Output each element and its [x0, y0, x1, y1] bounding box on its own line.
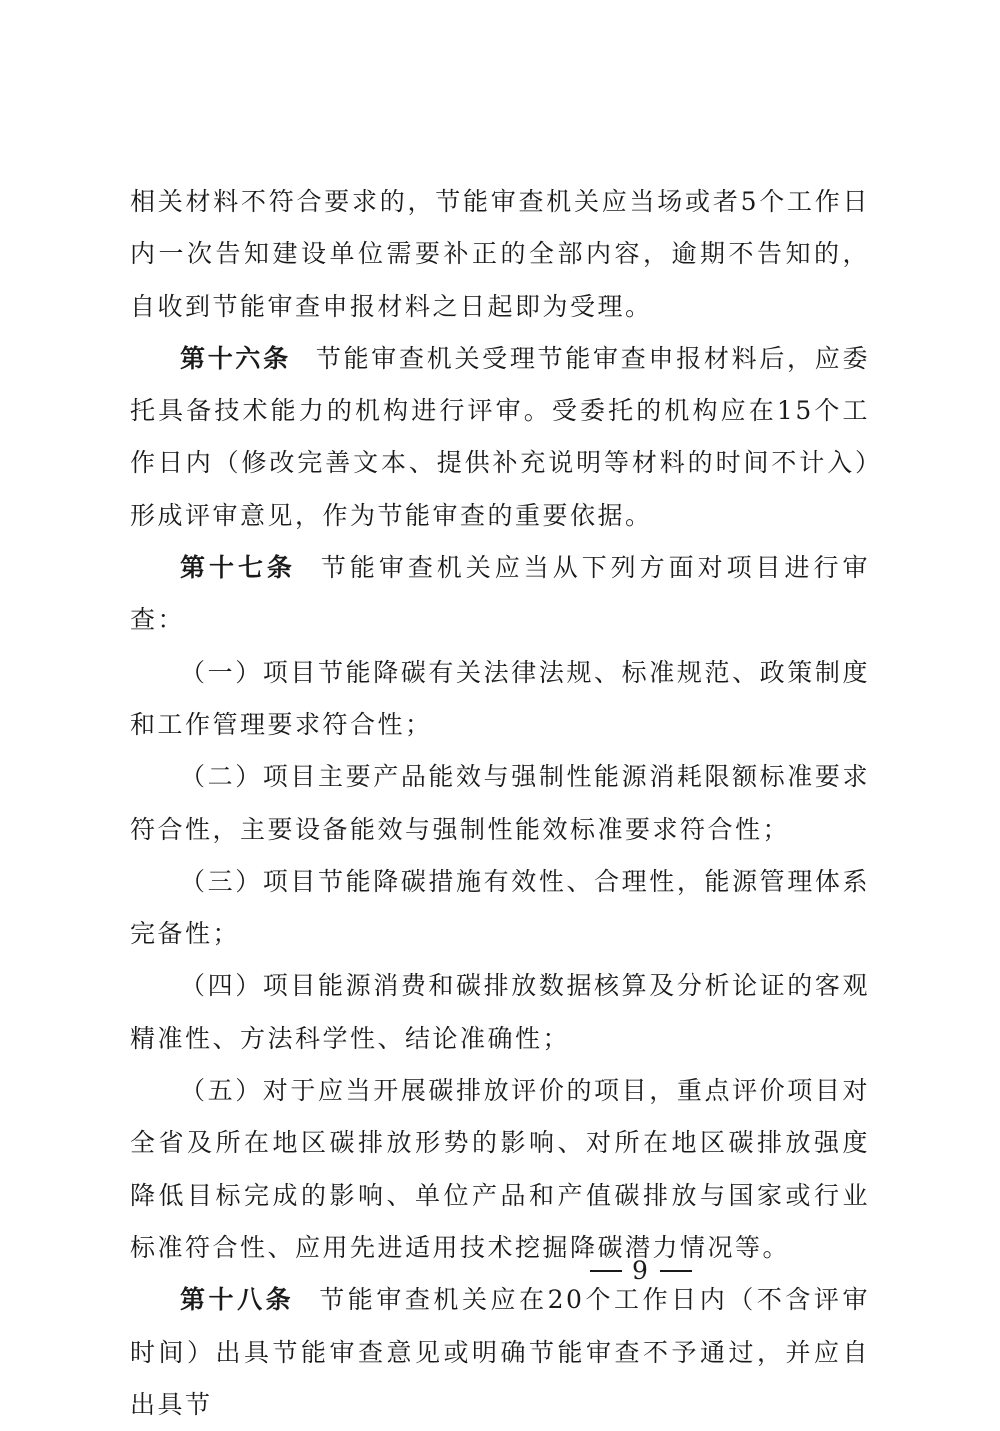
paragraph-text: （五）对于应当开展碳排放评价的项目，重点评价项目对全省及所在地区碳排放形势的影响、对所在地区碳排放强度降低目标完成的影响、单位产品和产值碳排放与国家或行业标准符合性、应用先进适用技术挖掘降碳潜力情况等。 [130, 1076, 870, 1262]
page-number-value: 9 [632, 1256, 650, 1285]
paragraph-text: （一）项目节能降碳有关法律法规、标准规范、政策制度和工作管理要求符合性； [130, 657, 870, 739]
page-number [0, 1256, 1000, 1286]
paragraph-text: （二）项目主要产品能效与强制性能源消耗限额标准要求符合性，主要设备能效与强制性能效标准要求符合性； [130, 762, 870, 844]
paragraph-text: 相关材料不符合要求的，节能审查机关应当场或者5个工作日内一次告知建设单位需要补正的全部内容，逾期不告知的，自收到节能审查申报材料之日起即为受理。 [130, 187, 870, 321]
paragraph-continuation [130, 176, 870, 333]
dash-left [590, 1270, 622, 1272]
dash-right [660, 1270, 692, 1272]
list-item-2 [130, 751, 870, 856]
paragraph-text: 节能审查机关应在20个工作日内（不含评审时间）出具节能审查意见或明确节能审查不予通过，并应自出具节 [130, 1285, 870, 1419]
paragraph-text: （四）项目能源消费和碳排放数据核算及分析论证的客观精准性、方法科学性、结论准确性； [130, 971, 870, 1053]
list-item-1 [130, 647, 870, 752]
article-18 [130, 1274, 870, 1431]
article-label: 第十七条 [180, 553, 296, 583]
list-item-5 [130, 1065, 870, 1274]
article-label: 第十六条 [180, 343, 291, 373]
list-item-4 [130, 960, 870, 1065]
paragraph-text: （三）项目节能降碳措施有效性、合理性，能源管理体系完备性； [130, 866, 870, 949]
article-17 [130, 542, 870, 647]
article-16 [130, 333, 870, 542]
paragraph-text: 节能审查机关应当从下列方面对项目进行审查： [130, 553, 870, 635]
list-item-3 [130, 856, 870, 961]
document-body [130, 176, 870, 1431]
article-label: 第十八条 [180, 1285, 295, 1315]
paragraph-text: 节能审查机关受理节能审查申报材料后，应委托具备技术能力的机构进行评审。受委托的机构应在15个工作日内（修改完善文本、提供补充说明等材料的时间不计入）形成评审意见，作为节能审查的重要依据。 [130, 343, 870, 530]
